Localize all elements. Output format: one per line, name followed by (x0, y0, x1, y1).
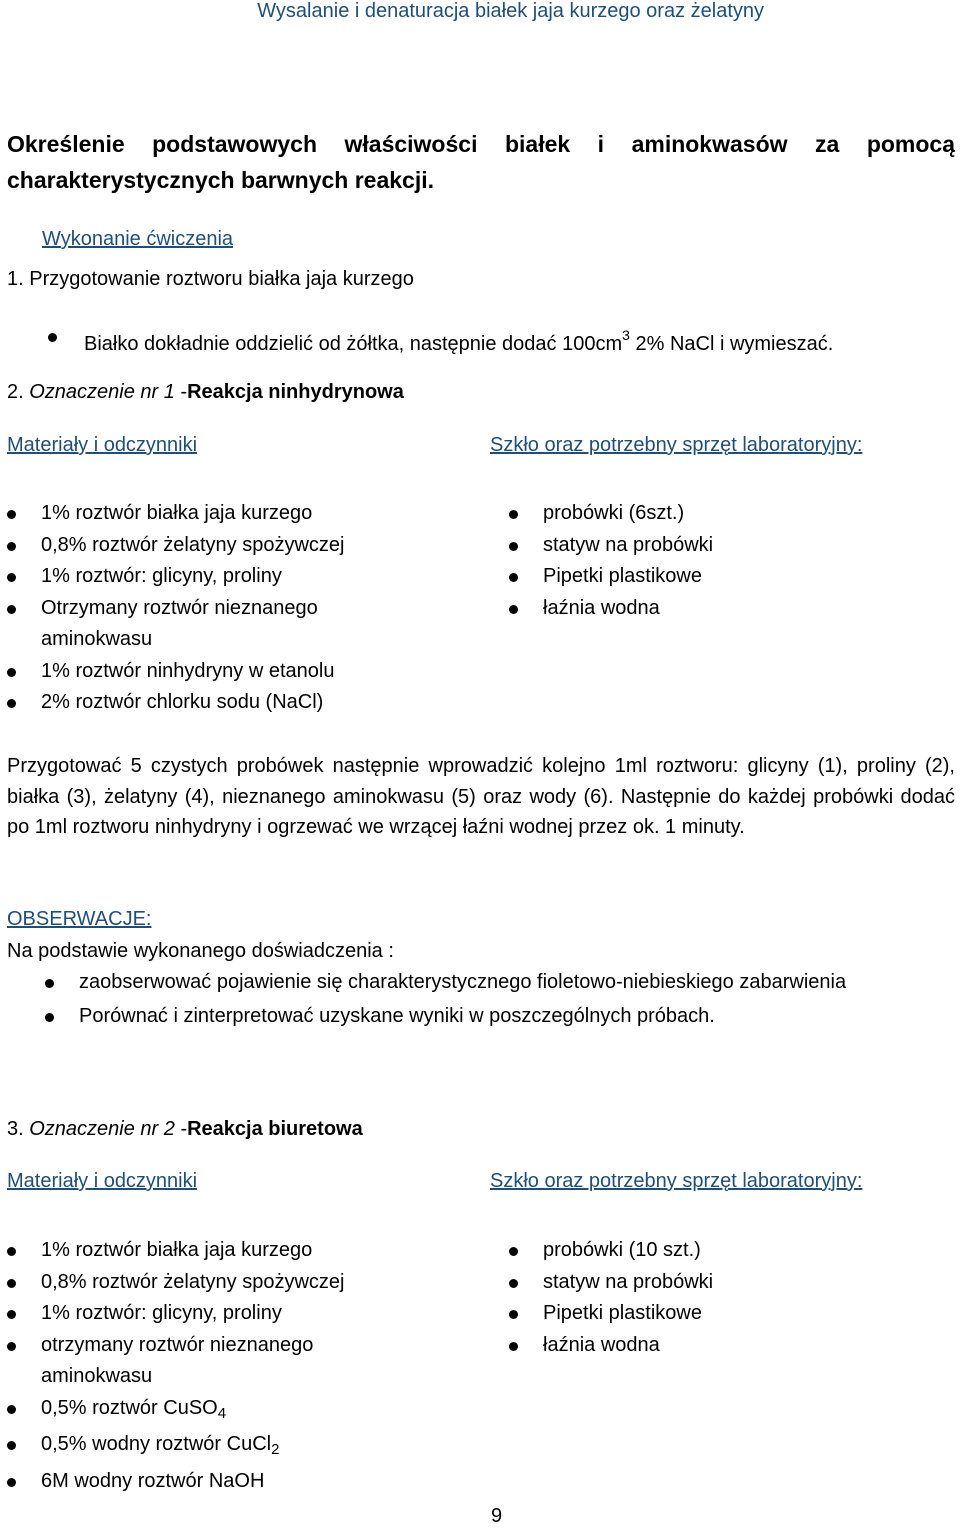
bullet-icon (7, 1279, 16, 1288)
execution-heading: Wykonanie ćwiczenia (42, 228, 234, 250)
bullet-icon (509, 573, 518, 582)
bullet-icon (45, 1013, 54, 1022)
list-item: Porównać i zinterpretować uzyskane wyniki w poszczególnych próbach. (42, 1001, 862, 1033)
list-item: 6M wodny roztwór NaOH (4, 1466, 434, 1498)
bullet-icon (48, 333, 57, 342)
document-title: Określenie podstawowych właściwości białek i aminokwasów za pomocą charakterystycznych barwnych reakcji. (7, 131, 955, 193)
list-item: statyw na probówki (506, 530, 946, 562)
list-item: otrzymany roztwór nieznanego aminokwasu (4, 1330, 371, 1393)
bullet-icon (7, 1342, 16, 1351)
step3-equipment-heading: Szkło oraz potrzebny sprzęt laboratoryjny: (490, 1170, 863, 1192)
bullet-icon (509, 542, 518, 551)
bullet-icon (7, 542, 16, 551)
bullet-icon (7, 1310, 16, 1319)
bullet-icon (509, 605, 518, 614)
list-item: zaobserwować pojawienie się charakterystycznego fioletowo-niebieskiego zabarwienia (42, 967, 849, 999)
bullet-icon (7, 1405, 16, 1414)
bullet-icon (7, 1478, 16, 1487)
step3-materials-heading: Materiały i odczynniki (7, 1170, 198, 1192)
bullet-icon (7, 605, 16, 614)
step1-bullet-text: Białko dokładnie oddzielić od żółtka, następnie dodać $100cm^3$ 2% NaCl i wymieszać. (84, 327, 834, 355)
step1-bullet-item (48, 320, 833, 360)
list-item: 1% roztwór: glicyny, proliny (4, 1298, 434, 1330)
running-header: Wysalanie i denaturacja białek jaja kurzego oraz żelatyny (257, 0, 764, 22)
step2-materials-list (4, 498, 434, 719)
step3-materials-list (4, 1235, 434, 1497)
list-item: 0,5% roztwór CuSO$_4$ (4, 1393, 434, 1430)
bullet-icon (7, 1441, 16, 1450)
bullet-icon (509, 510, 518, 519)
bullet-icon (7, 699, 16, 708)
bullet-icon (509, 1279, 518, 1288)
list-item: 1% roztwór białka jaja kurzego (4, 498, 434, 530)
list-item: 0,5% wodny roztwór CuCl$_2$ (4, 1429, 434, 1466)
bullet-icon (7, 573, 16, 582)
list-item: łaźnia wodna (506, 1330, 946, 1362)
observations-intro: Na podstawie wykonanego doświadczenia : (7, 940, 394, 962)
step3-heading: 3. Oznaczenie nr 2 -Reakcja biuretowa (7, 1118, 363, 1140)
list-item: 1% roztwór ninhydryny w etanolu (4, 656, 434, 688)
list-item: Pipetki plastikowe (506, 1298, 946, 1330)
list-item: 0,8% roztwór żelatyny spożywczej (4, 530, 434, 562)
list-item: 2% roztwór chlorku sodu (NaCl) (4, 687, 434, 719)
list-item: Pipetki plastikowe (506, 561, 946, 593)
list-item: statyw na probówki (506, 1267, 946, 1299)
list-item: Otrzymany roztwór nieznanego aminokwasu (4, 593, 371, 656)
list-item: probówki (10 szt.) (506, 1235, 946, 1267)
bullet-icon (509, 1310, 518, 1319)
list-item: 1% roztwór: glicyny, proliny (4, 561, 434, 593)
bullet-icon (509, 1342, 518, 1351)
list-item: 0,8% roztwór żelatyny spożywczej (4, 1267, 434, 1299)
step2-materials-heading: Materiały i odczynniki (7, 434, 198, 456)
step2-equipment-heading: Szkło oraz potrzebny sprzęt laboratoryjny: (490, 434, 863, 456)
list-item: łaźnia wodna (506, 593, 946, 625)
step2-equipment-list (506, 498, 946, 624)
page-number: 9 (491, 1505, 503, 1527)
bullet-icon (7, 1247, 16, 1256)
step2-heading: 2. Oznaczenie nr 1 -Reakcja ninhydrynowa (7, 381, 404, 403)
list-item: probówki (6szt.) (506, 498, 946, 530)
step3-equipment-list (506, 1235, 946, 1361)
observations-list (42, 967, 862, 1032)
bullet-icon (7, 510, 16, 519)
step2-procedure: Przygotować 5 czystych probówek następnie wprowadzić kolejno 1ml roztworu: glicyny (1), proliny (2), białka (3), żelatyny (4), nieznanego aminokwasu (5) oraz wody (6). Następnie do każdej probówki dodać po 1ml roztworu ninhydryny i ogrzewać we wrzącej łaźni wodnej przez ok. 1 minuty. (7, 755, 955, 838)
step1-label: 1. Przygotowanie roztworu białka jaja kurzego (7, 268, 414, 290)
bullet-icon (7, 668, 16, 677)
observations-heading: OBSERWACJE: (7, 908, 152, 930)
bullet-icon (509, 1247, 518, 1256)
bullet-icon (45, 979, 54, 988)
list-item: 1% roztwór białka jaja kurzego (4, 1235, 434, 1267)
